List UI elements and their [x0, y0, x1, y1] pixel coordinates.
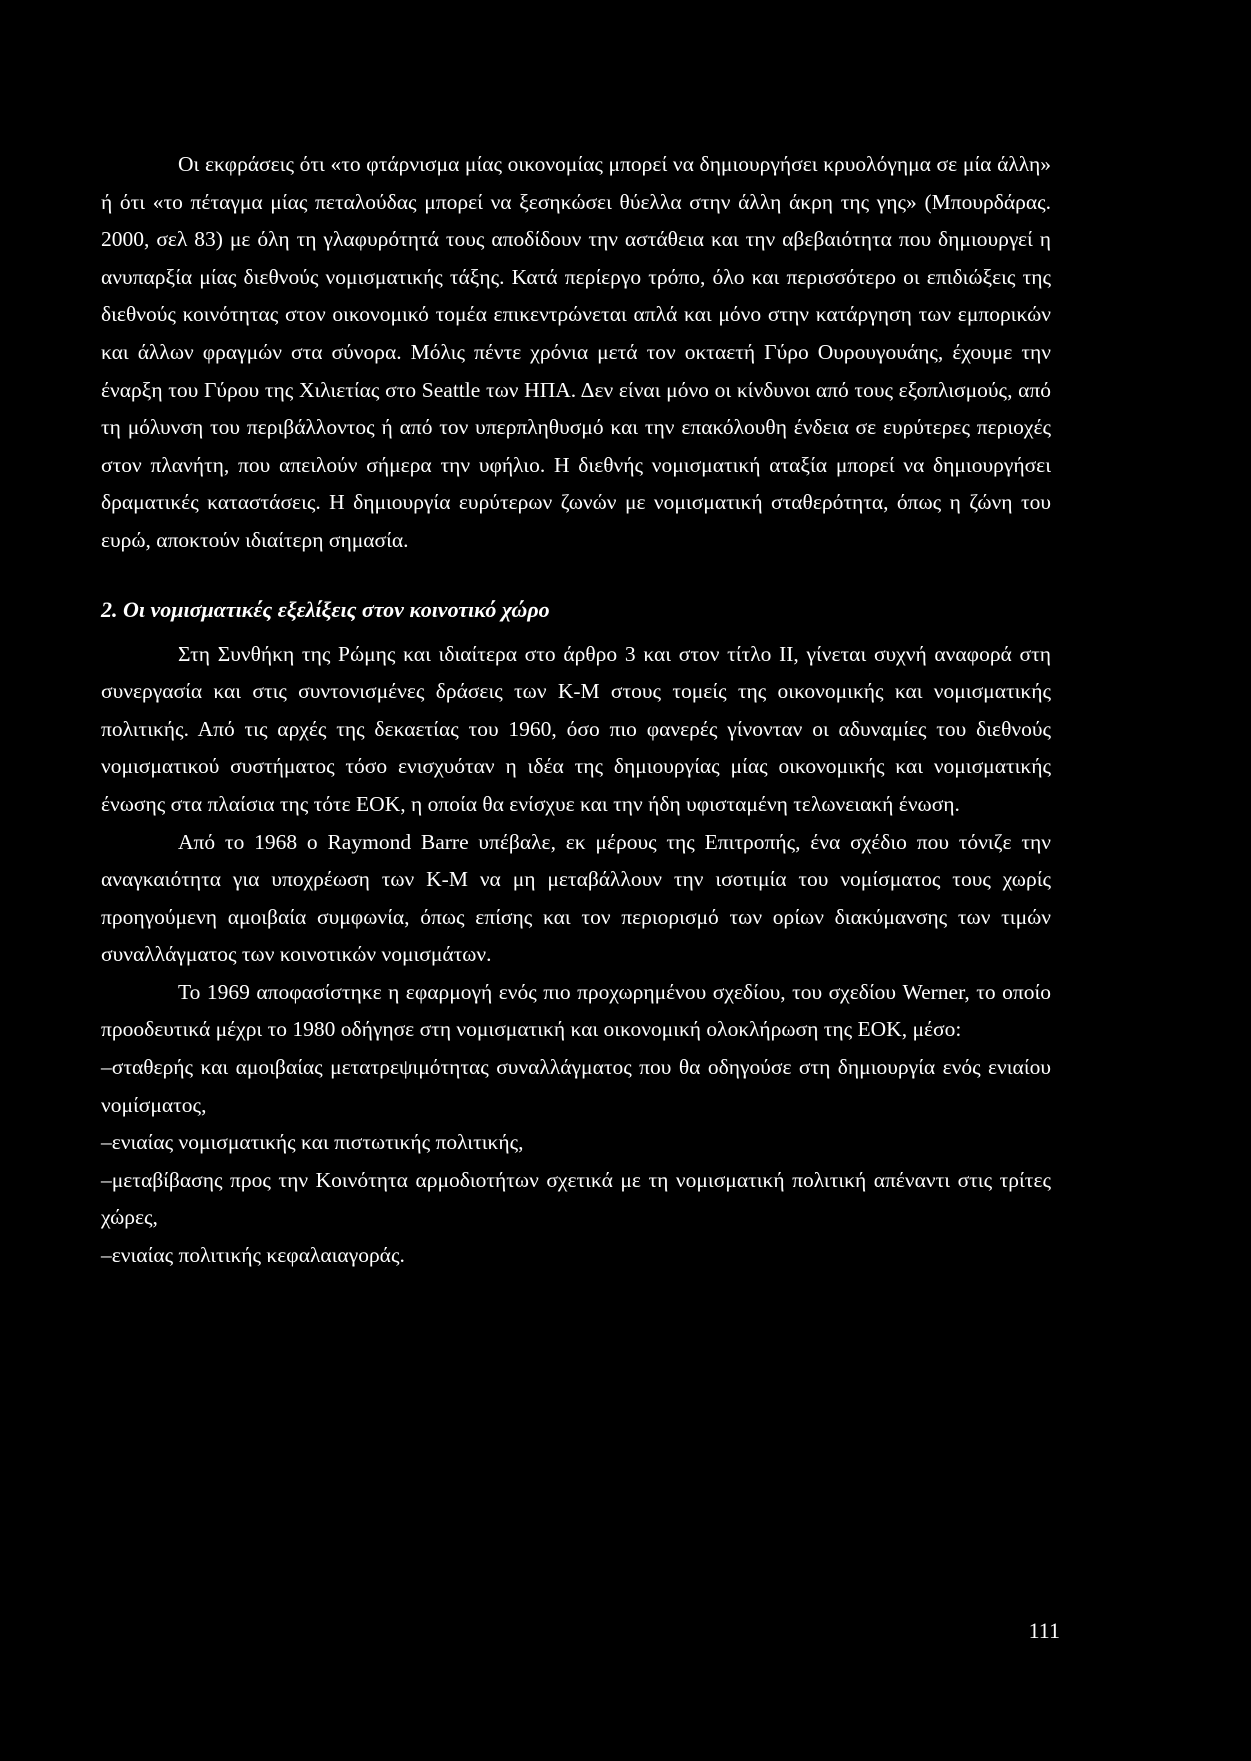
paragraph-werner-plan: Το 1969 αποφασίστηκε η εφαρμογή ενός πιο προχωρημένου σχεδίου, του σχεδίου Werner, το οποίο προοδευτικά μέχρι το 1980 οδήγησε στη νομισματική και οικονομική ολοκλήρωση της ΕΟΚ, μέσο: — [101, 979, 1051, 1042]
paragraph-barre-plan: Από το 1968 ο Raymond Barre υπέβαλε, εκ μέρους της Επιτροπής, ένα σχέδιο που τόνιζε την αναγκαιότητα για υποχρέωση των Κ-Μ να μη μεταβάλλουν την ισοτιμία του νομίσματος τους χωρίς προηγούμενη αμοιβαία συμφωνία, όπως επίσης και τον περιορισμό των ορίων διακύμανσης των τιμών συναλλάγματος των κοινοτικών νομισμάτων. — [101, 829, 1051, 967]
section-heading: 2. Οι νομισματικές εξελίξεις στον κοινοτικό χώρο — [101, 596, 550, 622]
page-number: 111 — [1028, 1618, 1060, 1643]
list-item: –ενιαίας νομισματικής και πιστωτικής πολιτικής, — [101, 1130, 524, 1155]
page-content — [101, 146, 1051, 1275]
list-item: –ενιαίας πολιτικής κεφαλαιαγοράς. — [101, 1243, 405, 1268]
paragraph-intro: Οι εκφράσεις ότι «το φτάρνισμα μίας οικονομίας μπορεί να δημιουργήσει κρυολόγημα σε μία άλλη» ή ότι «το πέταγμα μίας πεταλούδας μπορεί να ξεσηκώσει θύελλα στην άλλη άκρη της γης» (Μπουρδάρας. 2000, σελ 83) με όλη τη γλαφυρότητά τους αποδίδουν την αστάθεια και την αβεβαιότητα που δημιουργεί η ανυπαρξία μίας διεθνούς νομισματικής τάξης. Κατά περίεργο τρόπο, όλο και περισσότερο οι επιδιώξεις της διεθνούς κοινότητας στον οικονομικό τομέα επικεντρώνεται απλά και μόνο στην κατάργηση των εμπορικών και άλλων φραγμών στα σύνορα. Μόλις πέντε χρόνια μετά τον οκταετή Γύρο Ουρουγουάης, έχουμε την έναρξη του Γύρου της Χιλιετίας στο Seattle των ΗΠΑ. Δεν είναι μόνο οι κίνδυνοι από τους εξοπλισμούς, από τη μόλυνση του περιβάλλοντος ή από τον υπερπληθυσμό και την επακόλουθη ένδεια σε ευρύτερες περιοχές στον πλανήτη, που απειλούν σήμερα την υφήλιο. Η διεθνής νομισματική αταξία μπορεί να δημιουργήσει δραματικές καταστάσεις. Η δημιουργία ευρύτερων ζωνών με νομισματική σταθερότητα, όπως η ζώνη του ευρώ, αποκτούν ιδιαίτερη σημασία. — [101, 152, 1051, 552]
list-item: –μεταβίβασης προς την Κοινότητα αρμοδιοτήτων σχετικά με τη νομισματική πολιτική απέναντι στις τρίτες χώρες, — [101, 1167, 1051, 1230]
list-item: –σταθερής και αμοιβαίας μετατρεψιμότητας συναλλάγματος που θα οδηγούσε στη δημιουργία ενός ενιαίου νομίσματος, — [101, 1055, 1051, 1117]
paragraph-treaty-rome: Στη Συνθήκη της Ρώμης και ιδιαίτερα στο άρθρο 3 και στον τίτλο II, γίνεται συχνή αναφορά στη συνεργασία και στις συντονισμένες δράσεις των Κ-Μ στους τομείς της οικονομικής και νομισματικής πολιτικής. Από τις αρχές της δεκαετίας του 1960, όσο πιο φανερές γίνονταν οι αδυναμίες του διεθνούς νομισματικού συστήματος τόσο ενισχυόταν η ιδέα της δημιουργίας μίας οικονομικής και νομισματικής ένωσης στα πλαίσια της τότε ΕΟΚ, η οποία θα ενίσχυε και την ήδη υφισταμένη τελωνειακή ένωση. — [101, 641, 1051, 816]
